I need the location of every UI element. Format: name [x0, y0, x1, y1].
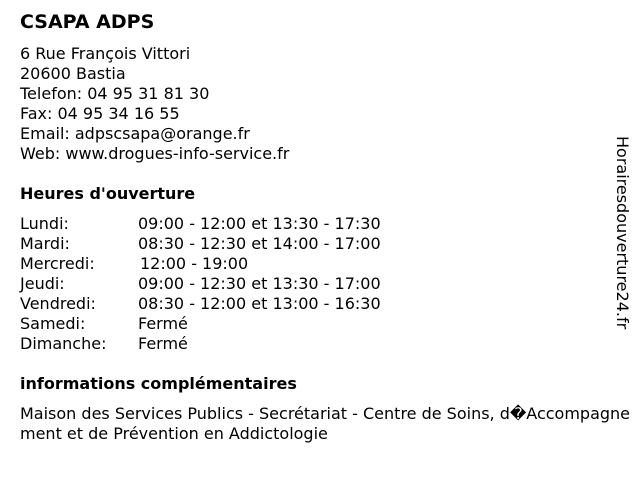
day-label: Lundi: [20, 214, 69, 233]
time-range: 08:30 - 12:00 et 13:00 - 16:30 [138, 294, 381, 313]
day-label: Dimanche: [20, 334, 107, 353]
fax-number: Fax: 04 95 34 16 55 [20, 104, 180, 123]
website: Web: www.drogues-info-service.fr [20, 144, 290, 163]
additional-info-text: Maison des Services Publics - Secrétariat - Centre de Soins, d�Accompagnement et de Prévention en Addictologie [20, 404, 631, 443]
day-label: Samedi: [20, 314, 86, 333]
phone-number: Telefon: 04 95 31 81 30 [20, 84, 210, 103]
time-range: Fermé [138, 314, 188, 333]
opening-hours-heading: Heures d'ouverture [20, 184, 196, 203]
time-range: 12:00 - 19:00 [140, 254, 249, 273]
watermark-text: Horairesdouverture24.fr [613, 136, 632, 330]
page-title: CSAPA ADPS [20, 11, 155, 33]
day-label: Mardi: [20, 234, 70, 253]
time-range: 08:30 - 12:30 et 14:00 - 17:00 [138, 234, 381, 253]
email-address: Email: adpscsapa@orange.fr [20, 124, 250, 143]
contact-block [20, 44, 289, 164]
time-range: Fermé [138, 334, 188, 353]
day-label: Vendredi: [20, 294, 96, 313]
day-label: Jeudi: [20, 274, 65, 293]
day-label: Mercredi: [20, 254, 95, 273]
additional-info-heading: informations complémentaires [20, 374, 297, 393]
city-postal-code: 20600 Bastia [20, 64, 126, 83]
time-range: 09:00 - 12:00 et 13:30 - 17:30 [138, 214, 381, 233]
street-address: 6 Rue François Vittori [20, 44, 191, 63]
time-range: 09:00 - 12:30 et 13:30 - 17:00 [138, 274, 381, 293]
